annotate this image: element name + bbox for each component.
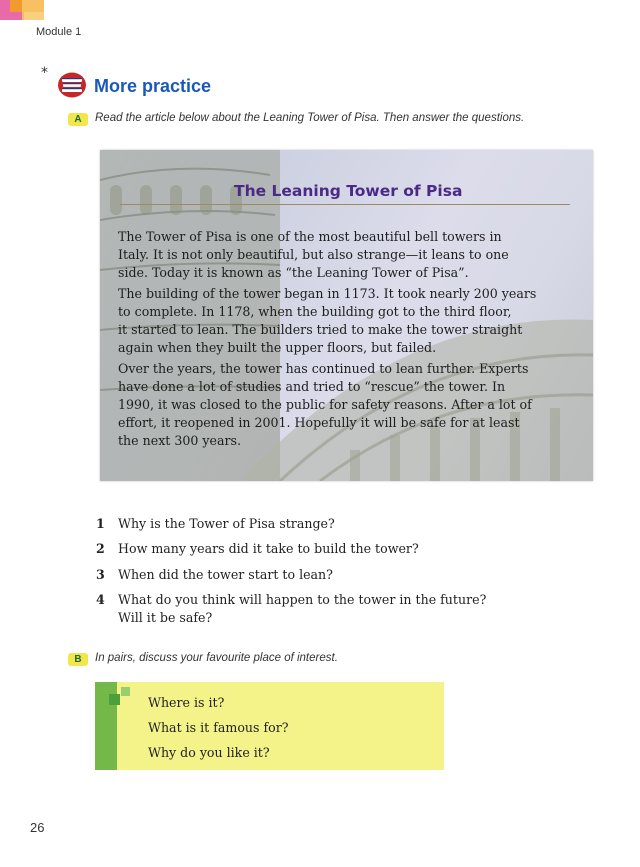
part-b-instruction: In pairs, discuss your favourite place of interest.	[95, 652, 338, 664]
question-item	[96, 540, 419, 558]
discussion-prompt: Where is it?	[148, 695, 225, 710]
question-number: 4	[96, 592, 105, 607]
article-paragraph-2	[118, 285, 574, 357]
question-item	[96, 515, 335, 533]
page-number: 26	[30, 820, 45, 835]
module-color-tab-light	[22, 0, 44, 20]
question-text: Why is the Tower of Pisa strange?	[118, 516, 335, 531]
discussion-prompt: Why do you like it?	[148, 745, 270, 760]
article-line: The Tower of Pisa is one of the most beautiful bell towers in	[118, 229, 502, 244]
star-marker: *	[41, 65, 48, 81]
article-title: The Leaning Tower of Pisa	[234, 182, 463, 200]
question-text: How many years did it take to build the tower?	[118, 541, 419, 556]
part-b-badge: B	[68, 653, 88, 666]
accent-square-icon	[109, 694, 120, 705]
question-item	[96, 566, 333, 584]
article-line: 1990, it was closed to the public for safety reasons. After a lot of	[118, 397, 532, 412]
question-item	[96, 591, 487, 625]
question-number: 3	[96, 567, 105, 582]
article-paragraph-1	[118, 228, 574, 282]
article-box	[100, 150, 593, 481]
question-number: 2	[96, 541, 105, 556]
article-line: Italy. It is not only beautiful, but also strange—it leans to one	[118, 247, 509, 262]
question-number: 1	[96, 516, 105, 531]
title-underline	[120, 204, 570, 205]
article-paragraph-3	[118, 360, 574, 450]
question-text-continued: Will it be safe?	[118, 610, 213, 625]
article-line: have done a lot of studies and tried to “rescue” the tower. In	[118, 379, 506, 394]
part-a-badge: A	[68, 113, 88, 126]
article-body	[118, 228, 574, 453]
discussion-prompt: What is it famous for?	[148, 720, 289, 735]
article-line: The building of the tower began in 1173. It took nearly 200 years	[118, 286, 537, 301]
article-line: to complete. In 1178, when the building got to the third floor,	[118, 304, 512, 319]
module-label: Module 1	[36, 26, 82, 38]
part-a-instruction: Read the article below about the Leaning Tower of Pisa. Then answer the questions.	[95, 112, 525, 124]
article-line: side. Today it is known as “the Leaning Tower of Pisa”.	[118, 265, 469, 280]
question-text: What do you think will happen to the tower in the future?	[118, 592, 487, 607]
article-line: again when they built the upper floors, but failed.	[118, 340, 437, 355]
article-line: the next 300 years.	[118, 433, 241, 448]
section-title: More practice	[94, 76, 212, 96]
article-line: effort, it reopened in 2001. Hopefully it will be safe for at least	[118, 415, 520, 430]
article-line: it started to lean. The builders tried to make the tower straight	[118, 322, 523, 337]
question-text: When did the tower start to lean?	[118, 567, 333, 582]
article-line: Over the years, the tower has continued to lean further. Experts	[118, 361, 529, 376]
accent-square-small-icon	[121, 687, 130, 696]
books-icon	[57, 72, 87, 98]
